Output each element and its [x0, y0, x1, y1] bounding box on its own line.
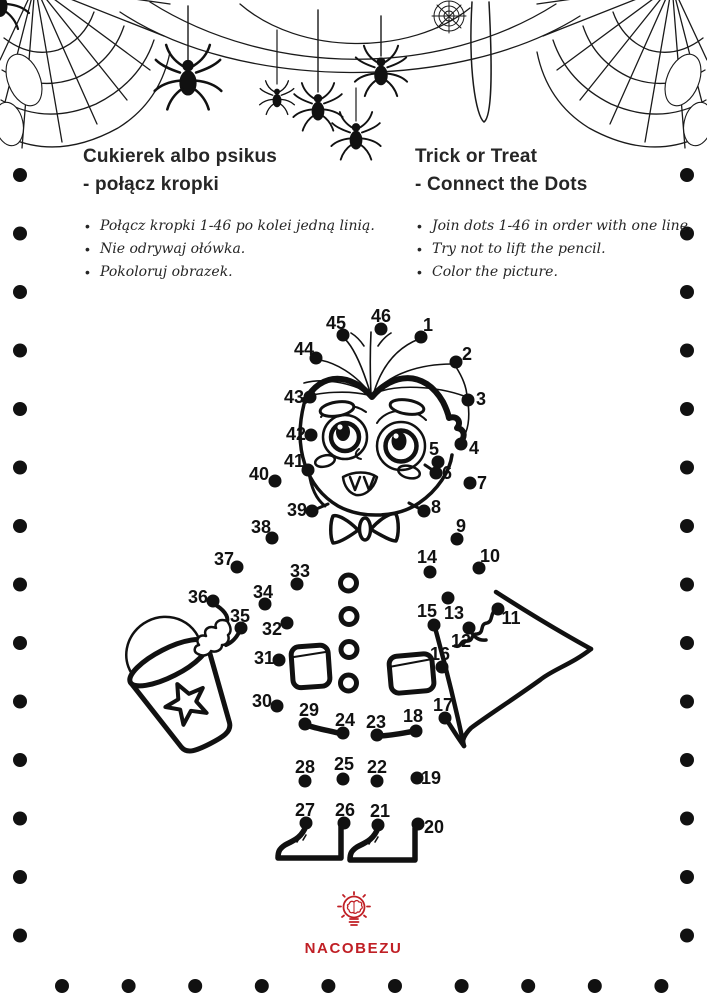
border-dot [588, 979, 602, 993]
puzzle-dot [271, 700, 284, 713]
border-dot [680, 695, 694, 709]
small-spiral-web [432, 1, 466, 33]
instructions-polish [83, 143, 383, 284]
puzzle-dot [410, 725, 423, 738]
puzzle-dot [273, 654, 286, 667]
dot-number: 46 [370, 306, 392, 326]
dot-number: 20 [423, 817, 445, 837]
border-dot [13, 461, 27, 475]
dot-number: 38 [250, 517, 272, 537]
instruction-item: • Połącz kropki 1-46 po kolei jedną linią. [83, 215, 383, 238]
dot-number: 12 [450, 631, 472, 651]
dot-number: 21 [369, 801, 391, 821]
border-dot [13, 870, 27, 884]
dot-number: 3 [475, 389, 487, 409]
dot-number: 31 [253, 648, 275, 668]
dot-number: 43 [283, 387, 305, 407]
puzzle-dot [455, 438, 468, 451]
dot-number: 15 [416, 601, 438, 621]
dot-number: 5 [428, 439, 440, 459]
border-dot [388, 979, 402, 993]
border-dot [521, 979, 535, 993]
border-dot [654, 979, 668, 993]
puzzle-dot [464, 477, 477, 490]
instruction-item: • Join dots 1-46 in order with one line. [415, 215, 707, 238]
dot-number: 25 [333, 754, 355, 774]
dot-number: 27 [294, 800, 316, 820]
dot-number: 28 [294, 757, 316, 777]
dot-number: 40 [248, 464, 270, 484]
border-dot [13, 285, 27, 299]
border-dot [680, 578, 694, 592]
dot-number: 30 [251, 691, 273, 711]
border-dot [13, 344, 27, 358]
border-dot [55, 979, 69, 993]
border-dot [680, 519, 694, 533]
puzzle-dot [281, 617, 294, 630]
dot-number: 14 [416, 547, 438, 567]
polish-title-line2: - połącz kropki [83, 174, 220, 195]
english-title-line1: Trick or Treat [415, 146, 538, 167]
border-dot [13, 168, 27, 182]
polish-instruction-list [83, 215, 383, 284]
border-dot [680, 344, 694, 358]
dot-number: 4 [468, 438, 480, 458]
dot-number: 45 [325, 313, 347, 333]
dot-number: 41 [283, 451, 305, 471]
border-dot [680, 753, 694, 767]
dot-number: 34 [252, 582, 274, 602]
border-dot [13, 519, 27, 533]
border-dot [122, 979, 136, 993]
dot-number: 44 [293, 339, 315, 359]
dot-number: 35 [229, 606, 251, 626]
dot-number: 23 [365, 712, 387, 732]
dot-number: 36 [187, 587, 209, 607]
border-dot [13, 402, 27, 416]
dot-number: 13 [443, 603, 465, 623]
english-title-line2: - Connect the Dots [415, 174, 588, 195]
brand-wordmark: NACOBEZU [304, 940, 403, 957]
puzzle-dot [269, 475, 282, 488]
polish-title-line1: Cukierek albo psikus [83, 146, 278, 167]
english-instruction-list [415, 215, 707, 284]
border-dot [13, 753, 27, 767]
dot-number: 32 [261, 619, 283, 639]
puzzle-dot [462, 394, 475, 407]
dot-number: 7 [476, 473, 488, 493]
dot-number: 10 [479, 546, 501, 566]
spiderweb-decoration [0, 0, 707, 160]
dot-number: 17 [432, 695, 454, 715]
border-dot [13, 578, 27, 592]
border-dot [680, 461, 694, 475]
dot-number: 19 [420, 768, 442, 788]
puzzle-dot [305, 429, 318, 442]
border-dot [188, 979, 202, 993]
border-dot [680, 636, 694, 650]
dot-number: 42 [285, 424, 307, 444]
border-dot [321, 979, 335, 993]
instructions-english [415, 143, 707, 284]
dot-number: 11 [501, 608, 521, 628]
puzzle-dot [418, 505, 431, 518]
border-dot [13, 695, 27, 709]
brand-footer [0, 891, 707, 957]
dot-number: 33 [289, 561, 311, 581]
english-title [415, 143, 707, 199]
border-dot [255, 979, 269, 993]
puzzle-dot [304, 391, 317, 404]
dot-number: 16 [429, 644, 451, 664]
dot-number: 18 [402, 706, 424, 726]
puzzle-dot [337, 773, 350, 786]
puzzle-dot [412, 818, 425, 831]
instruction-item: • Nie odrywaj ołówka. [83, 238, 383, 261]
vampire-line-art [109, 332, 591, 860]
dot-number: 39 [286, 500, 308, 520]
lightbulb-brain-icon [331, 891, 377, 933]
instruction-item: • Try not to lift the pencil. [415, 238, 707, 261]
spider-icon [260, 81, 295, 115]
puzzle-dot [424, 566, 437, 579]
dot-number: 6 [441, 463, 453, 483]
dot-number: 8 [430, 497, 442, 517]
dot-number: 22 [366, 757, 388, 777]
dot-number: 37 [213, 549, 235, 569]
border-dot [680, 812, 694, 826]
puzzle-dot [306, 505, 319, 518]
dot-number: 26 [334, 800, 356, 820]
border-dot [13, 636, 27, 650]
puzzle-dot [207, 595, 220, 608]
dot-number: 1 [422, 315, 434, 335]
puzzle-dot [430, 467, 443, 480]
dot-number: 29 [298, 700, 320, 720]
dot-number: 9 [455, 516, 467, 536]
border-dot [13, 227, 27, 241]
dot-number: 24 [334, 710, 356, 730]
puzzle-dot [450, 356, 463, 369]
instruction-item: • Pokoloruj obrazek. [83, 261, 383, 284]
polish-title [83, 143, 383, 199]
border-dot [680, 402, 694, 416]
border-dot [13, 812, 27, 826]
instruction-item: • Color the picture. [415, 261, 707, 284]
dot-number: 2 [461, 344, 473, 364]
border-dot [680, 870, 694, 884]
border-dot [455, 979, 469, 993]
border-dot [680, 285, 694, 299]
